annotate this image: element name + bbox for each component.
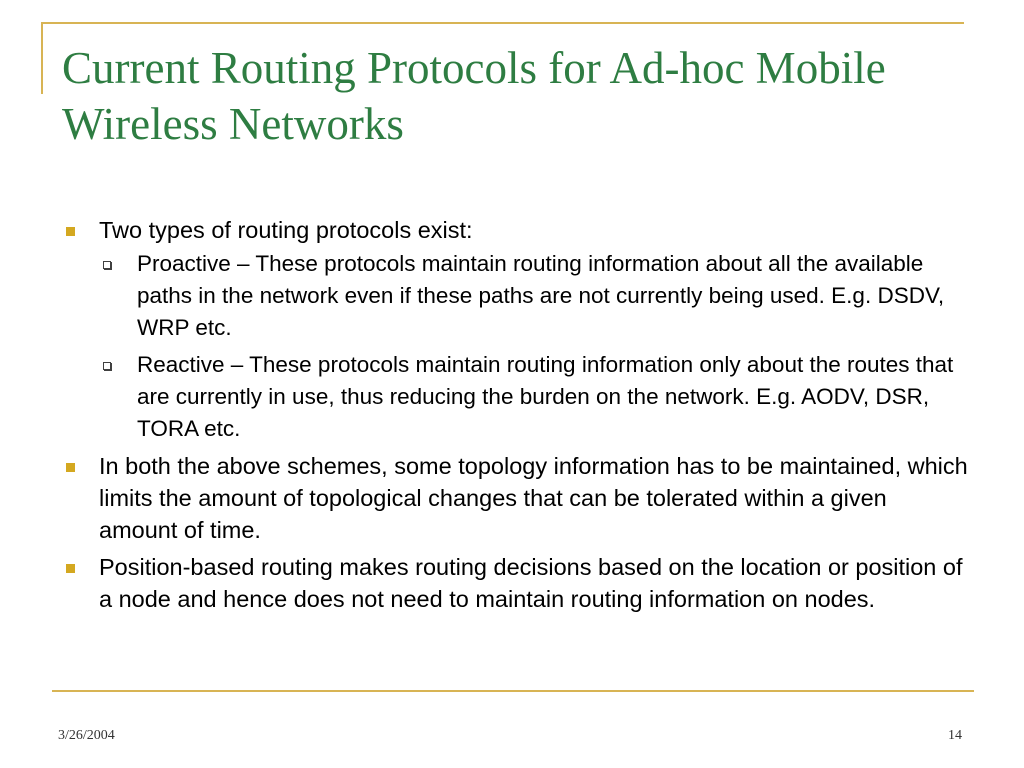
sub-bullet-text: Reactive – These protocols maintain routing information only about the routes that are currently in use, thus reducing the burden on the network. E.g. AODV, DSR, TORA etc. — [137, 352, 954, 441]
square-bullet-icon — [66, 463, 75, 472]
square-bullet-icon — [66, 564, 75, 573]
bullet-text: Position-based routing makes routing decisions based on the location or position of a node and hence does not need to maintain routing information on nodes. — [99, 554, 963, 612]
bullet-item — [64, 450, 969, 546]
bullet-text: Two types of routing protocols exist: — [99, 217, 473, 243]
footer-date: 3/26/2004 — [58, 728, 115, 743]
slide-title: Current Routing Protocols for Ad-hoc Mobile Wireless Networks — [62, 43, 886, 149]
slide-content — [64, 214, 969, 615]
hollow-square-bullet-icon — [103, 362, 111, 370]
footer-rule — [52, 690, 974, 692]
title-frame-left-rule — [41, 22, 43, 94]
sub-bullet-item — [99, 248, 969, 344]
bullet-item — [64, 551, 969, 615]
sub-bullet-list — [99, 248, 969, 445]
sub-bullet-item — [99, 349, 969, 445]
bullet-item — [64, 214, 969, 445]
sub-bullet-text: Proactive – These protocols maintain routing information about all the available paths in the network even if these paths are not currently being used. E.g. DSDV, WRP etc. — [137, 251, 945, 340]
hollow-square-bullet-icon — [103, 261, 111, 269]
title-frame-top-rule — [41, 22, 964, 24]
bullet-text: In both the above schemes, some topology information has to be maintained, which limits the amount of topological changes that can be tolerated within a given amount of time. — [99, 453, 968, 543]
page-number: 14 — [948, 728, 962, 743]
square-bullet-icon — [66, 227, 75, 236]
